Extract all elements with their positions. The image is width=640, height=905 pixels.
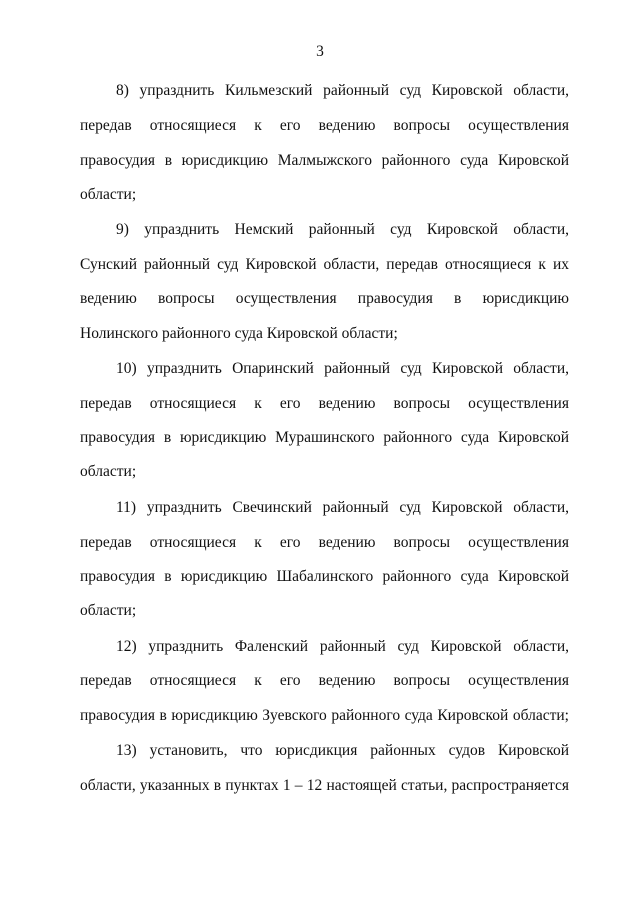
item-8-line-4: области; [80, 186, 137, 203]
item-9-line-4: Нолинского районного суда Кировской области; [80, 325, 398, 342]
item-11-line-2: передав относящиеся к его ведению вопросы осуществления [80, 534, 569, 551]
item-8-line-3: правосудия в юрисдикцию Малмыжского районного суда Кировской [80, 152, 569, 169]
item-12-line-1: 12) упразднить Фаленский районный суд Кировской области, [116, 638, 569, 655]
item-12-line-2: передав относящиеся к его ведению вопросы осуществления [80, 672, 569, 689]
item-9-line-3: ведению вопросы осуществления правосудия в юрисдикцию [80, 290, 569, 307]
item-9-line-2: Сунский районный суд Кировской области, передав относящиеся к их [80, 256, 569, 273]
item-11-line-4: области; [80, 602, 137, 619]
item-12-line-3: правосудия в юрисдикцию Зуевского районного суда Кировской области; [80, 707, 569, 724]
item-13-line-2: области, указанных в пунктах 1 – 12 настоящей статьи, распространяется [80, 777, 569, 794]
item-11-line-1: 11) упразднить Свечинский районный суд Кировской области, [116, 499, 569, 516]
item-10-line-3: правосудия в юрисдикцию Мурашинского районного суда Кировской [80, 429, 569, 446]
item-10-line-1: 10) упразднить Опаринский районный суд Кировской области, [116, 360, 569, 377]
item-13-line-1: 13) установить, что юрисдикция районных судов Кировской [116, 742, 569, 759]
item-9-line-1: 9) упразднить Немский районный суд Кировской области, [116, 221, 569, 238]
item-11-line-3: правосудия в юрисдикцию Шабалинского районного суда Кировской [80, 568, 569, 585]
item-8-line-1: 8) упразднить Кильмезский районный суд Кировской области, [116, 82, 569, 99]
item-10-line-4: области; [80, 463, 137, 480]
item-8-line-2: передав относящиеся к его ведению вопросы осуществления [80, 117, 569, 134]
item-10-line-2: передав относящиеся к его ведению вопросы осуществления [80, 395, 569, 412]
page-number: 3 [316, 43, 324, 60]
